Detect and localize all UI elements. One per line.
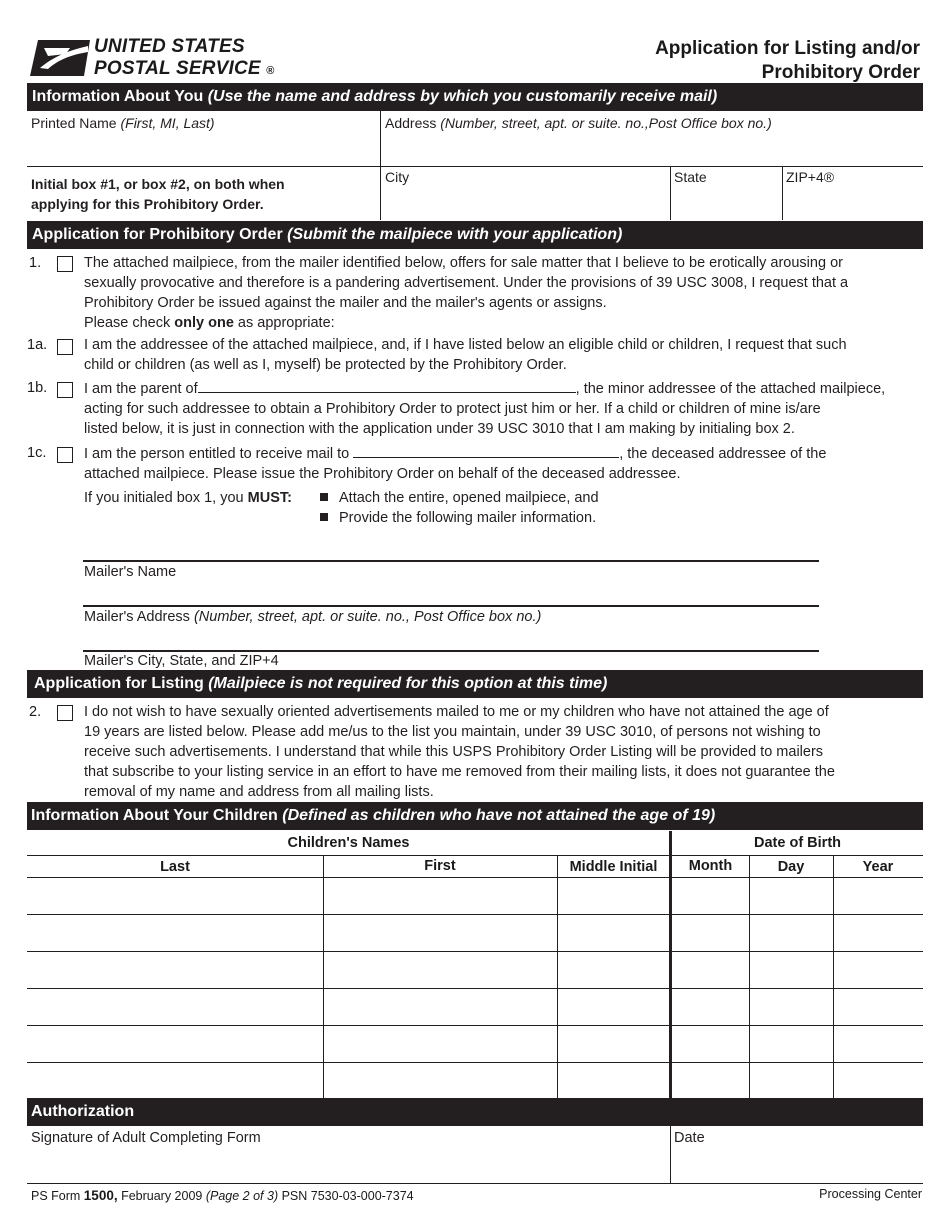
zip-field[interactable]: [783, 168, 923, 220]
section-heading-authorization: Authorization: [27, 1098, 923, 1126]
item1b-checkbox[interactable]: [57, 382, 73, 398]
entitled-to-receive-field[interactable]: [353, 443, 619, 458]
item1a-number: 1a.: [27, 337, 48, 353]
form-identifier: PS Form 1500, February 2009 (Page 2 of 3) PSN 7530-03-000-7374: [31, 1188, 414, 1203]
section-heading-order: Application for Prohibitory Order (Submit the mailpiece with your application): [27, 221, 923, 249]
must-intro: If you initialed box 1, you MUST:: [84, 490, 292, 506]
mailer-address-field[interactable]: [83, 580, 819, 605]
logo-line2: POSTAL SERVICE: [94, 58, 261, 79]
title-line1: Application for Listing and/or: [655, 38, 920, 59]
item2-number: 2.: [29, 704, 42, 720]
item2-text: I do not wish to have sexually oriented advertisements mailed to me or my children who have not attained the age of 19 years are listed below. Please add me/us to the list you maintain, under 39 USC 3010, of persons not wishing to receive such advertisements. I understand that while this USPS Prohibitory Order Listing will be provided to mailers that subscribe to your listing service in an effort to have me removed from their mailing lists, it does not guarantee the removal of my name and address from all mailing lists.: [84, 704, 835, 800]
bullet-icon: [320, 513, 328, 521]
address-field[interactable]: [382, 132, 922, 166]
item1-text: The attached mailpiece, from the mailer identified below, offers for sale matter that I believe to be erotically arousing or sexually provocative and therefore is a pandering advertisement. Under the provisions of 39 USC 3008, I request that a Prohibitory Order be issued against the mailer and the mailer's agents or assigns. Please check only one as appropriate:: [84, 255, 849, 331]
signature-label: Signature of Adult Completing Form: [31, 1130, 261, 1146]
item1a-text: I am the addressee of the attached mailpiece, and, if I have listed below an eligible child or children, I request that such child or children (as well as I, myself) be protected by the Prohibitory Order.: [84, 337, 847, 373]
item1c-text: I am the person entitled to receive mail to , the deceased addressee of the attached mailpiece. Please issue the Prohibitory Order on behalf of the deceased addressee.: [84, 443, 924, 484]
section-heading-listing: Application for Listing (Mailpiece is not required for this option at this time): [27, 670, 923, 698]
table-row[interactable]: [27, 1026, 923, 1062]
item1a-checkbox[interactable]: [57, 339, 73, 355]
form-title: [560, 37, 920, 85]
date-field[interactable]: [672, 1147, 922, 1182]
col-year-header: Year: [862, 859, 894, 875]
col-first-header: First: [424, 858, 456, 874]
table-row[interactable]: [27, 878, 923, 914]
children-names-header: Children's Names: [287, 835, 410, 851]
date-label: Date: [674, 1130, 705, 1146]
children-table-body: [27, 878, 923, 1098]
mailer-name-field[interactable]: [83, 530, 819, 560]
logo-line1: UNITED STATES: [94, 36, 245, 57]
item2-checkbox[interactable]: [57, 705, 73, 721]
address-label: Address (Number, street, apt. or suite. no.,Post Office box no.): [385, 115, 772, 131]
mailer-city-field[interactable]: [83, 626, 819, 650]
section-heading-you: Information About You (Use the name and address by which you customarily receive mail): [27, 83, 923, 111]
col-day-header: Day: [777, 859, 805, 875]
mailer-name-label: Mailer's Name: [84, 564, 177, 580]
must-bullets: Attach the entire, opened mailpiece, and Provide the following mailer information.: [320, 488, 599, 528]
col-middle-header: Middle Initial: [569, 859, 658, 875]
state-field[interactable]: [671, 168, 781, 220]
initial-note: Initial box #1, or box #2, on both when applying for this Prohibitory Order.: [31, 176, 285, 212]
table-row[interactable]: [27, 915, 923, 951]
printed-name-label: Printed Name (First, MI, Last): [31, 115, 215, 131]
item1b-number: 1b.: [27, 380, 48, 396]
mailer-address-label: Mailer's Address (Number, street, apt. or suite. no., Post Office box no.): [84, 609, 542, 625]
item1-checkbox[interactable]: [57, 256, 73, 272]
eagle-icon: [30, 38, 92, 78]
section-heading-children: Information About Your Children (Defined as children who have not attained the age of 19): [27, 802, 923, 830]
mailer-city-label: Mailer's City, State, and ZIP+4: [84, 653, 279, 669]
zip-label: ZIP+4®: [786, 169, 835, 185]
table-row[interactable]: [27, 952, 923, 988]
printed-name-field[interactable]: [28, 114, 378, 166]
col-month-header: Month: [688, 858, 733, 874]
state-label: State: [674, 169, 707, 185]
col-last-header: Last: [160, 859, 190, 875]
parent-of-field[interactable]: [198, 378, 576, 393]
table-row[interactable]: [27, 989, 923, 1025]
title-line2: Prohibitory Order: [761, 62, 920, 83]
bullet-icon: [320, 493, 328, 501]
logo-registered: ®: [266, 65, 275, 77]
usps-logo: [30, 36, 280, 80]
item1b-text: I am the parent of , the minor addressee of the attached mailpiece, acting for such addressee to obtain a Prohibitory Order to protect just him or her. If a child or children of mine is/are listed below, it is just in connection with the application under 39 USC 3010 that I am making by initialing box 2.: [84, 378, 924, 439]
signature-field[interactable]: [28, 1147, 668, 1182]
date-of-birth-header: Date of Birth: [754, 835, 841, 851]
city-field[interactable]: [382, 168, 669, 220]
item1c-checkbox[interactable]: [57, 447, 73, 463]
item1c-number: 1c.: [27, 445, 47, 461]
processing-center-label: Processing Center: [819, 1187, 922, 1201]
table-row[interactable]: [27, 1063, 923, 1097]
item1-number: 1.: [29, 255, 42, 271]
city-label: City: [385, 169, 410, 185]
